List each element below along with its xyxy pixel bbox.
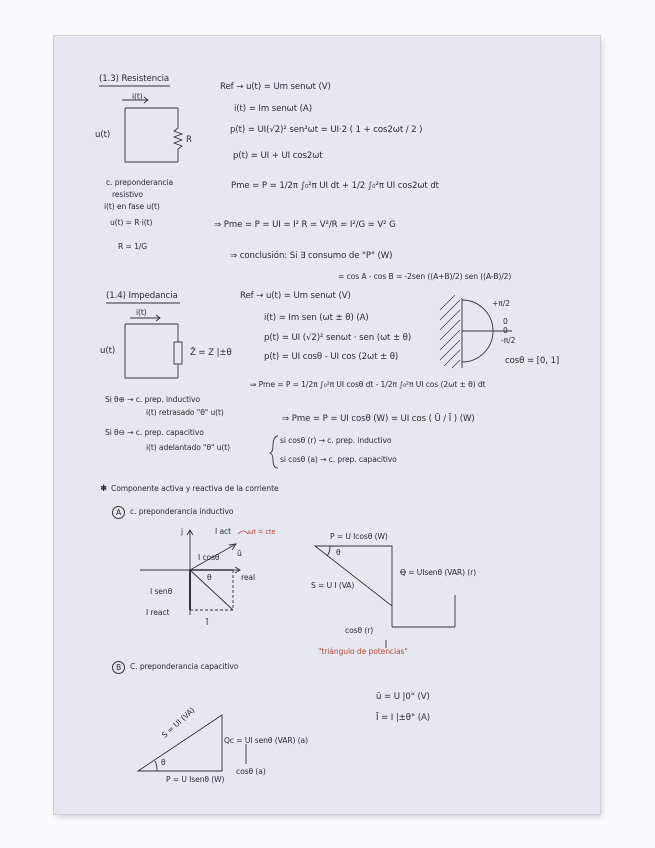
- impedance-note: Si θ⊕ → c. prep. inductivo: [105, 395, 200, 404]
- axis-j-label: j: [181, 527, 184, 536]
- unit-circle-label: +π/2: [492, 299, 510, 308]
- case-a-badge: A: [112, 506, 125, 519]
- resistive-note: R = 1/G: [118, 242, 148, 251]
- equation: si cosθ (a) → c. prep. capacitivo: [280, 455, 397, 464]
- voltage-label: u(t): [95, 130, 111, 140]
- i-react-label: I react: [146, 608, 170, 617]
- unit-circle-label: -π/2: [501, 336, 516, 345]
- equation: p(t) = UI(√2)² sen²ωt = UI·2 ( 1 + cos2ωt / 2 ): [230, 125, 423, 135]
- voltage-label: u(t): [100, 346, 116, 356]
- equation: = cos A - cos B = -2sen ((A+B)/2) sen ((A-B)/2): [338, 272, 512, 281]
- unit-circle-label: 0: [503, 326, 508, 335]
- unit-circle-label: 0: [503, 317, 508, 326]
- resistor-label: R: [186, 135, 192, 145]
- i-sen-label: I senθ: [150, 587, 173, 596]
- resistencia-heading: (1.3) Resistencia: [99, 74, 170, 84]
- i-vector-label: Ī: [206, 618, 209, 627]
- equation: ⇒ conclusión: Si ∃ consumo de "P" (W): [230, 251, 393, 261]
- impedance-note: i(t) adelantado "θ" u(t): [146, 443, 231, 452]
- i-act-note: ωt = cte: [248, 528, 276, 536]
- phasor-i: Ī = I |±θ° (A): [376, 713, 431, 723]
- current-arrow-label: i(t): [136, 308, 147, 317]
- equation: ⇒ Pme = P = UI cosθ (W) = UI cos ( Ū / Ī ) (W): [282, 414, 475, 424]
- components-title: Componente activa y reactiva de la corriente: [111, 484, 279, 493]
- impedancia-heading: (1.4) Impedancia: [106, 291, 178, 301]
- equation: p(t) = UI (√2)² senωt · sen (ωt ± θ): [264, 333, 412, 343]
- equation: p(t) = UI + UI cos2ωt: [233, 151, 323, 161]
- equation: Ref → u(t) = Um senωt (V): [240, 291, 351, 301]
- u-vector-label: ū: [237, 549, 242, 558]
- resistive-note: resistivo: [112, 190, 143, 199]
- equation: ⇒ Pme = P = UI = I² R = V²/R = I²/G = V² G: [214, 220, 396, 230]
- current-arrow-label: i(t): [132, 92, 143, 101]
- resistive-note: c. preponderancia: [106, 178, 174, 187]
- bullet-icon: ✱: [100, 484, 108, 494]
- equation: Ref → u(t) = Um senωt (V): [220, 82, 331, 92]
- triangle-q-label: Q = UIsenθ (VAR) (r): [400, 568, 477, 577]
- triangle-p-label: P = U Icosθ (W): [330, 532, 388, 541]
- i-cos-label: I cosθ: [198, 553, 220, 562]
- case-b-title: C. preponderancia capacitivo: [130, 662, 239, 671]
- triangle-b-theta-label: θ: [161, 758, 166, 767]
- cos-range: cosθ = [0, 1]: [505, 356, 560, 366]
- resistive-note: u(t) = R·i(t): [110, 218, 153, 227]
- triangle-b-q-label: Qc = UI senθ (VAR) (a): [224, 736, 308, 745]
- impedance-label: Z̄ = Z |±θ: [190, 348, 232, 358]
- equation: Pme = P = 1/2π ∫₀²π UI dt + 1/2 ∫₀²π UI cos2ωt dt: [231, 181, 439, 191]
- i-act-label: I act: [215, 527, 231, 536]
- equation: i(t) = Im sen (ωt ± θ) (A): [264, 313, 369, 323]
- triangle-b-s-label: S = UI (VA): [160, 705, 197, 740]
- equation: si cosθ (r) → c. prep. inductivo: [280, 436, 392, 445]
- triangle-theta-label: θ: [336, 548, 341, 557]
- equation: p(t) = UI cosθ - UI cos (2ωt ± θ): [264, 352, 399, 362]
- impedance-note: Si θ⊖ → c. prep. capacitivo: [105, 428, 204, 437]
- theta-label: θ: [207, 573, 212, 582]
- triangle-s-label: S = U I (VA): [311, 581, 355, 590]
- phasor-u: ū = U |0° (V): [376, 692, 430, 702]
- triangle-cos-label: cosθ (r): [345, 626, 374, 635]
- triangle-b-cos-label: cosθ (a): [236, 767, 266, 776]
- impedance-note: i(t) retrasado "θ" u(t): [146, 408, 224, 417]
- triangle-b-p-label: P = U Isenθ (W): [166, 775, 225, 784]
- equation: i(t) = Im senωt (A): [234, 104, 312, 114]
- case-b-badge: B: [112, 661, 125, 674]
- axis-real-label: real: [241, 573, 255, 582]
- resistive-note: i(t) en fase u(t): [104, 202, 160, 211]
- case-a-title: c. preponderancia inductivo: [130, 507, 234, 516]
- equation: ⇒ Pme = P = 1/2π ∫₀²π UI cosθ dt - 1/2π ∫₀²π UI cos (2ωt ± θ) dt: [250, 380, 486, 389]
- triangle-caption: "triángulo de potencias": [318, 647, 408, 656]
